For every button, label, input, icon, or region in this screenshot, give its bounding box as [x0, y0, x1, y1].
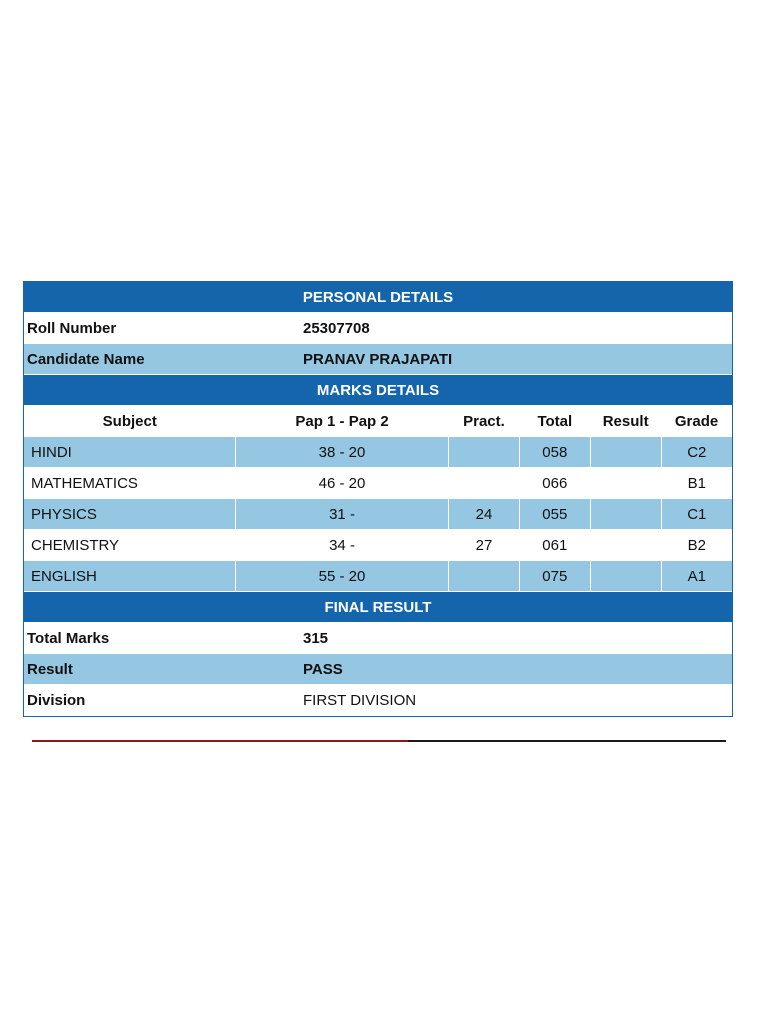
division-value: FIRST DIVISION: [303, 691, 417, 709]
final-result-header: FINAL RESULT: [24, 592, 732, 623]
table-row: [24, 499, 732, 530]
result-cell: [590, 468, 661, 499]
table-row: [24, 468, 732, 499]
total-cell: 075: [519, 561, 590, 592]
divider-rule-dark: [408, 740, 726, 742]
total-cell: 058: [519, 437, 590, 468]
papers-cell: 38 - 20: [236, 437, 449, 468]
grade-cell: B2: [661, 530, 732, 561]
marks-details-header: MARKS DETAILS: [24, 375, 732, 406]
result-cell: [590, 499, 661, 530]
practical-cell: [449, 468, 520, 499]
subject-cell: ENGLISH: [24, 561, 236, 592]
table-row: [24, 530, 732, 561]
total-cell: 066: [519, 468, 590, 499]
practical-cell: [449, 437, 520, 468]
col-grade: Grade: [661, 406, 732, 437]
practical-cell: [449, 561, 520, 592]
personal-details-header: PERSONAL DETAILS: [24, 282, 732, 313]
papers-cell: 31 -: [236, 499, 449, 530]
total-marks-value: 315: [303, 629, 329, 647]
practical-cell: 27: [449, 530, 520, 561]
total-cell: 055: [519, 499, 590, 530]
marks-header-row: [24, 406, 732, 437]
subject-cell: CHEMISTRY: [24, 530, 236, 561]
col-subject: Subject: [24, 406, 236, 437]
candidate-name-value: PRANAV PRAJAPATI: [303, 350, 453, 368]
candidate-name-label: Candidate Name: [27, 350, 145, 368]
subject-cell: PHYSICS: [24, 499, 236, 530]
grade-cell: B1: [661, 468, 732, 499]
table-row: [24, 437, 732, 468]
practical-cell: 24: [449, 499, 520, 530]
division-row: [24, 685, 732, 716]
candidate-name-row: [24, 344, 732, 375]
roll-number-row: [24, 313, 732, 344]
result-label: Result: [27, 660, 73, 678]
result-row: [24, 654, 732, 685]
grade-cell: C1: [661, 499, 732, 530]
roll-number-label: Roll Number: [27, 319, 117, 337]
grade-cell: A1: [661, 561, 732, 592]
col-practical: Pract.: [449, 406, 520, 437]
divider-rule-red: [32, 740, 408, 742]
total-marks-label: Total Marks: [27, 629, 110, 647]
subject-cell: HINDI: [24, 437, 236, 468]
result-cell: [590, 561, 661, 592]
papers-cell: 46 - 20: [236, 468, 449, 499]
table-row: [24, 561, 732, 592]
col-papers: Pap 1 - Pap 2: [236, 406, 449, 437]
papers-cell: 34 -: [236, 530, 449, 561]
col-total: Total: [519, 406, 590, 437]
total-marks-row: [24, 623, 732, 654]
division-label: Division: [27, 691, 86, 709]
result-cell: [590, 437, 661, 468]
grade-cell: C2: [661, 437, 732, 468]
subject-cell: MATHEMATICS: [24, 468, 236, 499]
result-cell: [590, 530, 661, 561]
total-cell: 061: [519, 530, 590, 561]
result-card: [23, 281, 733, 717]
col-result: Result: [590, 406, 661, 437]
result-value: PASS: [303, 660, 343, 678]
roll-number-value: 25307708: [303, 319, 370, 337]
marks-table: [24, 406, 732, 592]
papers-cell: 55 - 20: [236, 561, 449, 592]
